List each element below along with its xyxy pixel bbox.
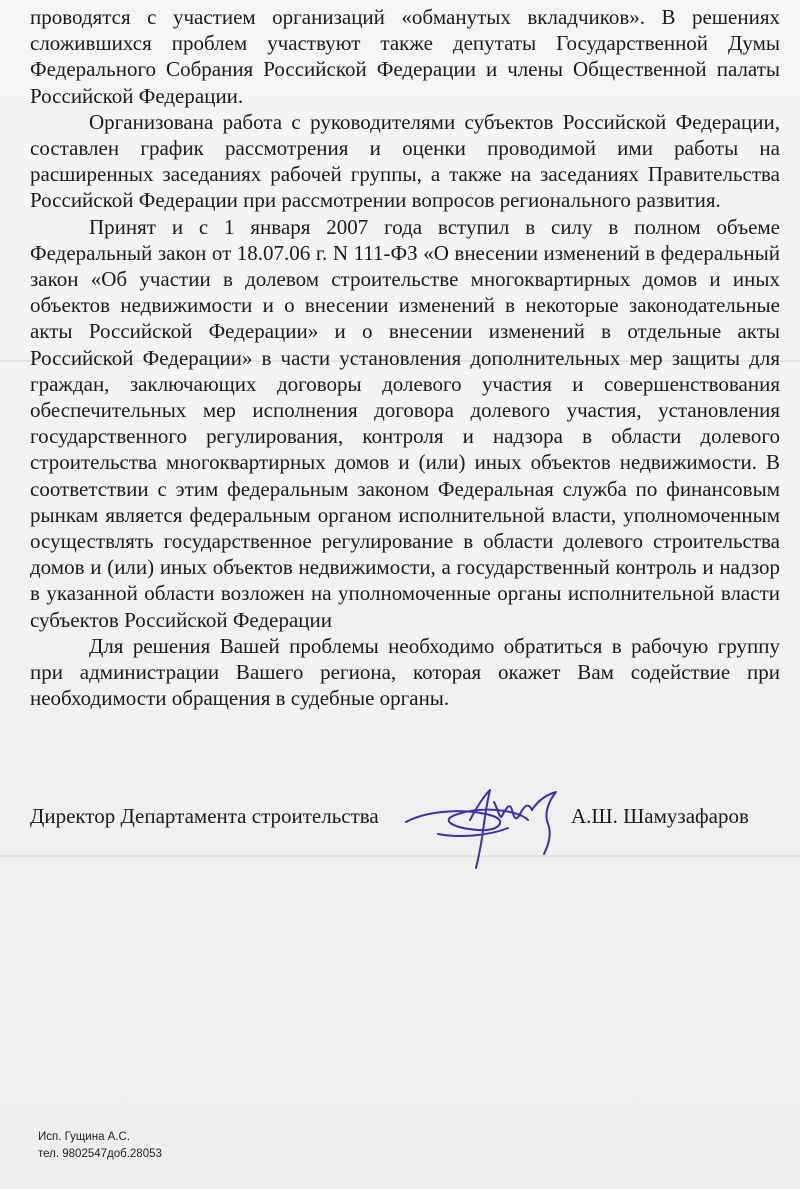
executor-footer (38, 1129, 162, 1163)
paragraph: проводятся с участием организаций «обманутых вкладчиков». В решениях сложившихся проблем участвуют также депутаты Государственной Думы Федерального Собрания Российской Федерации и члены Общественной палаты Российской Федерации. (30, 5, 780, 108)
letter-body (30, 4, 780, 711)
paragraph: Принят и с 1 января 2007 года вступил в силу в полном объеме Федеральный закон от 18.07.06 г. N 111-ФЗ «О внесении изменений в федеральный закон «Об участии в долевом строительстве многоквартирных домов и иных объектов недвижимости и о внесении изменений в некоторые законодательные акты Российской Федерации» и о внесении изменений в отдельные акты Российской Федерации» в части установления дополнительных мер защиты для граждан, заключающих договоры долевого участия и совершенствования обеспечительных мер исполнения договора долевого участия, установления государственного регулирования, контроля и надзора в области долевого строительства многоквартирных домов и (или) иных объектов недвижимости. В соответствии с этим федеральным законом Федеральная служба по финансовым рынкам является федеральным органом исполнительной власти, уполномоченным осуществлять государственное регулирование в области долевого строительства домов и (или) иных объектов недвижимости, а государственный контроль и надзор в указанной области возложен на уполномоченные органы исполнительной власти субъектов Российской Федерации (30, 214, 780, 632)
signer-name: А.Ш. Шамузафаров (571, 804, 749, 828)
handwritten-signature (398, 780, 578, 872)
signer-title: Директор Департамента строительства (30, 804, 379, 828)
executor-phone: тел. 9802547доб.28053 (38, 1148, 162, 1160)
executor-name: Исп. Гущина А.С. (38, 1131, 131, 1143)
paragraph: Для решения Вашей проблемы необходимо обратиться в рабочую группу при администрации Вашего региона, которая окажет Вам содействие при необходимости обращения в судебные органы. (30, 633, 780, 711)
paragraph: Организована работа с руководителями субъектов Российской Федерации, составлен график рассмотрения и оценки проводимой ими работы на расширенных заседаниях рабочей группы, а также на заседаниях Правительства Российской Федерации при рассмотрении вопросов регионального развития. (30, 109, 780, 213)
